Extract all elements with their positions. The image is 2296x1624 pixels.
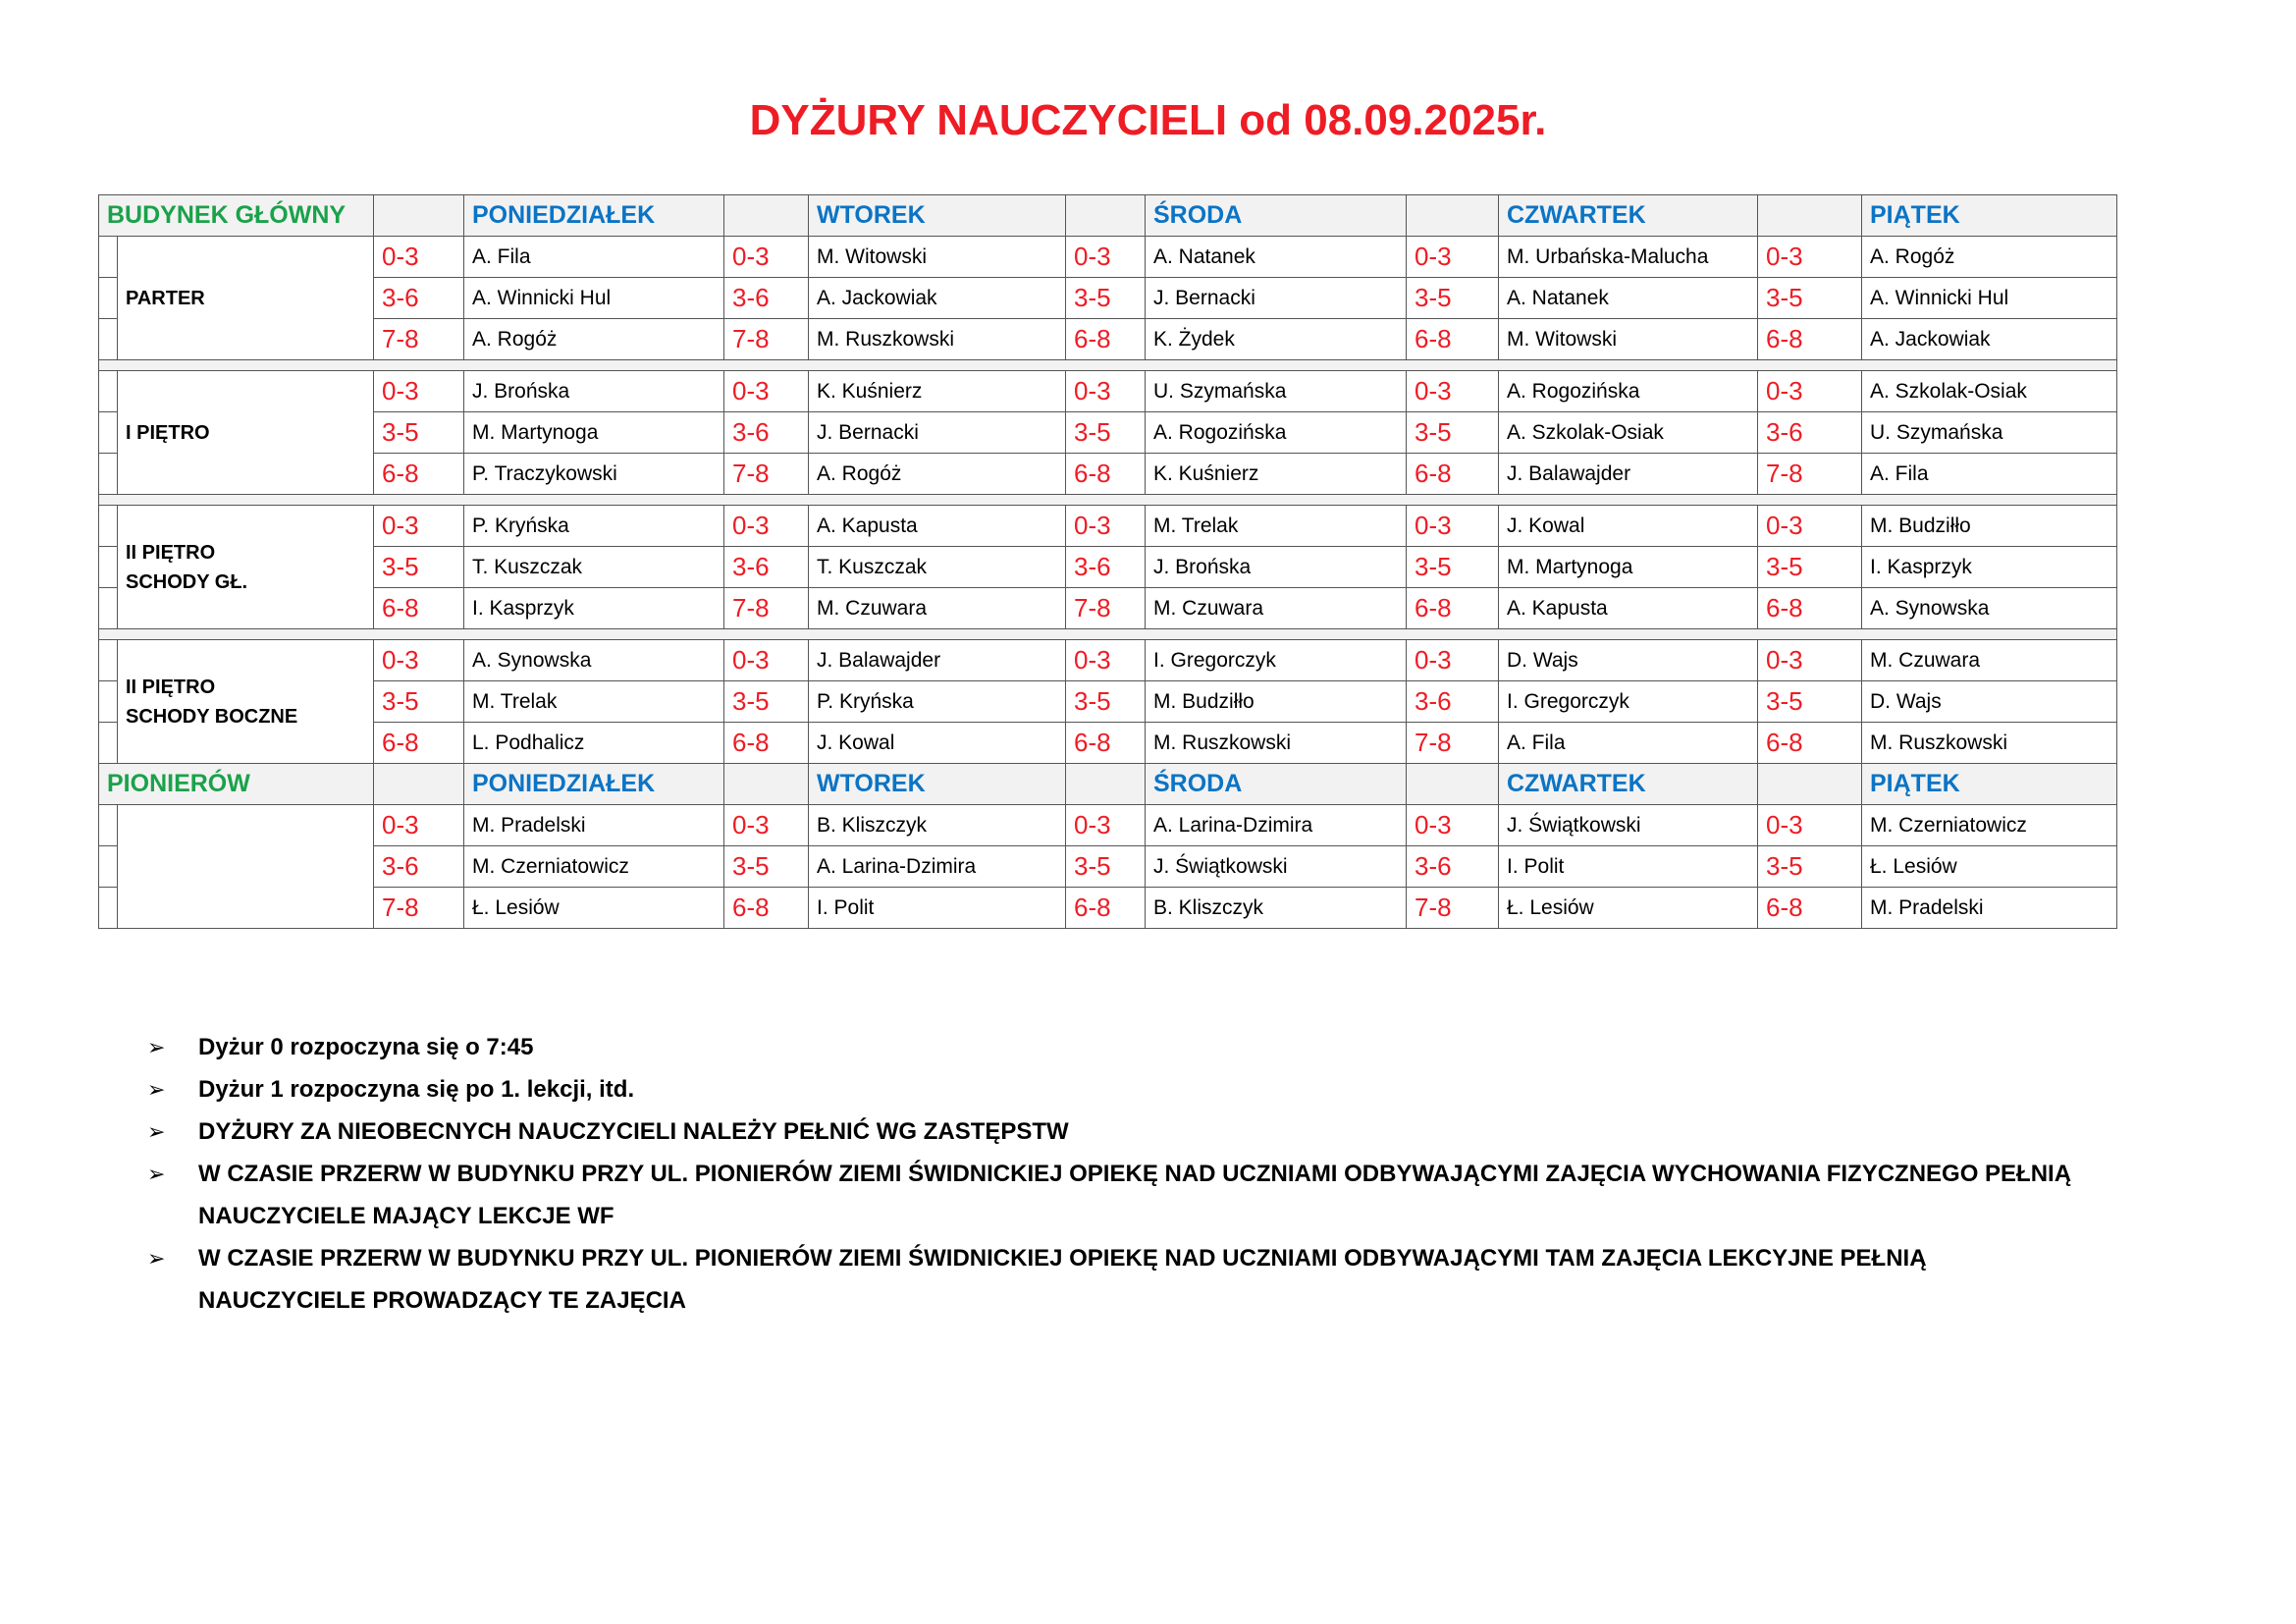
day-spacer-cell	[1407, 195, 1499, 237]
teacher-name: M. Martynoga	[1499, 547, 1758, 588]
day-header: ŚRODA	[1146, 764, 1407, 805]
duty-slot: 0-3	[1758, 805, 1862, 846]
duty-slot: 0-3	[1066, 237, 1146, 278]
teacher-name: P. Kryńska	[809, 681, 1066, 723]
row-marker-cell	[99, 846, 118, 888]
teacher-name: M. Ruszkowski	[809, 319, 1066, 360]
duty-slot: 3-6	[1758, 412, 1862, 454]
teacher-name: M. Czerniatowicz	[1862, 805, 2117, 846]
teacher-name: B. Kliszczyk	[1146, 888, 1407, 929]
day-spacer-cell	[1758, 195, 1862, 237]
teacher-name: K. Kuśnierz	[1146, 454, 1407, 495]
separator-cell	[99, 360, 2117, 371]
section-label: II PIĘTRO SCHODY GŁ.	[118, 506, 374, 629]
teacher-name: A. Fila	[1499, 723, 1758, 764]
teacher-name: J. Kowal	[809, 723, 1066, 764]
teacher-name: L. Podhalicz	[464, 723, 724, 764]
teacher-name: M. Czuwara	[1146, 588, 1407, 629]
note-item: ➢ Dyżur 1 rozpoczyna się po 1. lekcji, itd.	[147, 1068, 2228, 1110]
duty-slot: 3-5	[1066, 278, 1146, 319]
duty-slot: 0-3	[1758, 371, 1862, 412]
teacher-name: U. Szymańska	[1862, 412, 2117, 454]
duty-slot: 0-3	[724, 640, 809, 681]
duty-slot: 3-5	[1758, 681, 1862, 723]
row-marker-cell	[99, 888, 118, 929]
duty-slot: 6-8	[724, 888, 809, 929]
duty-slot: 6-8	[1066, 454, 1146, 495]
building-name: PIONIERÓW	[99, 764, 374, 805]
row-marker-cell	[99, 319, 118, 360]
row-marker-cell	[99, 278, 118, 319]
teacher-name: B. Kliszczyk	[809, 805, 1066, 846]
day-header: CZWARTEK	[1499, 764, 1758, 805]
note-item: ➢ DYŻURY ZA NIEOBECNYCH NAUCZYCIELI NALEŻY PEŁNIĆ WG ZASTĘPSTW	[147, 1110, 2228, 1153]
day-header: PONIEDZIAŁEK	[464, 764, 724, 805]
teacher-name: M. Witowski	[1499, 319, 1758, 360]
teacher-name: A. Szkolak-Osiak	[1499, 412, 1758, 454]
duty-schedule-table	[98, 194, 2117, 929]
teacher-name: A. Larina-Dzimira	[1146, 805, 1407, 846]
table-row	[99, 547, 2117, 588]
table-row	[99, 319, 2117, 360]
duty-slot: 0-3	[374, 805, 464, 846]
row-marker-cell	[99, 588, 118, 629]
teacher-name: I. Polit	[809, 888, 1066, 929]
teacher-name: A. Fila	[464, 237, 724, 278]
duty-slot: 3-5	[1758, 547, 1862, 588]
teacher-name: Ł. Lesiów	[464, 888, 724, 929]
schedule-body	[99, 195, 2117, 929]
teacher-name: I. Gregorczyk	[1499, 681, 1758, 723]
day-spacer-cell	[1758, 764, 1862, 805]
day-header: PONIEDZIAŁEK	[464, 195, 724, 237]
duty-slot: 0-3	[1407, 506, 1499, 547]
section-separator	[99, 629, 2117, 640]
building-name: BUDYNEK GŁÓWNY	[99, 195, 374, 237]
duty-slot: 3-5	[1758, 846, 1862, 888]
teacher-name: K. Żydek	[1146, 319, 1407, 360]
duty-slot: 0-3	[374, 237, 464, 278]
table-row	[99, 846, 2117, 888]
teacher-name: A. Kapusta	[1499, 588, 1758, 629]
row-marker-cell	[99, 237, 118, 278]
duty-slot: 3-5	[724, 681, 809, 723]
note-item: ➢ Dyżur 0 rozpoczyna się o 7:45	[147, 1026, 2228, 1068]
duty-slot: 0-3	[374, 506, 464, 547]
table-row	[99, 278, 2117, 319]
duty-slot: 7-8	[1407, 723, 1499, 764]
note-item: ➢ W CZASIE PRZERW W BUDYNKU PRZY UL. PIONIERÓW ZIEMI ŚWIDNICKIEJ OPIEKĘ NAD UCZNIAMI ODBYWAJĄCYMI ZAJĘCIA WYCHOWANIA FIZYCZNEGO PEŁNIĄ NAUCZYCIELE MAJĄCY LEKCJE WF	[147, 1153, 2228, 1237]
day-header: ŚRODA	[1146, 195, 1407, 237]
duty-slot: 3-6	[1407, 846, 1499, 888]
duty-slot: 6-8	[1066, 888, 1146, 929]
duty-slot: 0-3	[1407, 237, 1499, 278]
row-marker-cell	[99, 547, 118, 588]
teacher-name: A. Rogozińska	[1146, 412, 1407, 454]
table-row	[99, 805, 2117, 846]
row-marker-cell	[99, 805, 118, 846]
duty-slot: 0-3	[1407, 371, 1499, 412]
duty-slot: 0-3	[724, 506, 809, 547]
duty-slot: 3-6	[374, 846, 464, 888]
teacher-name: D. Wajs	[1862, 681, 2117, 723]
duty-slot: 6-8	[1758, 588, 1862, 629]
table-row	[99, 412, 2117, 454]
teacher-name: M. Pradelski	[1862, 888, 2117, 929]
duty-slot: 0-3	[1066, 506, 1146, 547]
teacher-name: M. Budziłło	[1146, 681, 1407, 723]
day-spacer-cell	[724, 764, 809, 805]
duty-slot: 7-8	[374, 888, 464, 929]
arrow-bullet-icon: ➢	[147, 1162, 166, 1186]
duty-slot: 3-6	[374, 278, 464, 319]
teacher-name: M. Ruszkowski	[1146, 723, 1407, 764]
duty-slot: 6-8	[1758, 723, 1862, 764]
table-row	[99, 454, 2117, 495]
teacher-name: A. Winnicki Hul	[1862, 278, 2117, 319]
duty-slot: 3-6	[724, 412, 809, 454]
table-row	[99, 506, 2117, 547]
teacher-name: A. Szkolak-Osiak	[1862, 371, 2117, 412]
duty-slot: 7-8	[1758, 454, 1862, 495]
day-header: PIĄTEK	[1862, 764, 2117, 805]
duty-slot: 6-8	[1407, 319, 1499, 360]
section-separator	[99, 495, 2117, 506]
duty-slot: 6-8	[724, 723, 809, 764]
duty-slot: 3-6	[724, 547, 809, 588]
duty-slot: 0-3	[1758, 506, 1862, 547]
teacher-name: A. Winnicki Hul	[464, 278, 724, 319]
teacher-name: M. Budziłło	[1862, 506, 2117, 547]
duty-slot: 0-3	[1758, 640, 1862, 681]
teacher-name: I. Kasprzyk	[464, 588, 724, 629]
duty-slot: 0-3	[374, 371, 464, 412]
teacher-name: A. Rogóż	[809, 454, 1066, 495]
teacher-name: A. Jackowiak	[1862, 319, 2117, 360]
duty-slot: 3-5	[1066, 412, 1146, 454]
teacher-name: T. Kuszczak	[809, 547, 1066, 588]
teacher-name: J. Brońska	[1146, 547, 1407, 588]
duty-slot: 7-8	[724, 319, 809, 360]
teacher-name: A. Natanek	[1146, 237, 1407, 278]
duty-slot: 0-3	[1066, 805, 1146, 846]
duty-slot: 6-8	[1066, 319, 1146, 360]
teacher-name: P. Kryńska	[464, 506, 724, 547]
duty-slot: 6-8	[1758, 319, 1862, 360]
section-label: PARTER	[118, 237, 374, 360]
row-marker-cell	[99, 454, 118, 495]
day-header: PIĄTEK	[1862, 195, 2117, 237]
duty-slot: 3-5	[724, 846, 809, 888]
teacher-name: T. Kuszczak	[464, 547, 724, 588]
teacher-name: A. Rogozińska	[1499, 371, 1758, 412]
teacher-name: J. Brońska	[464, 371, 724, 412]
teacher-name: J. Świątkowski	[1146, 846, 1407, 888]
teacher-name: M. Czuwara	[809, 588, 1066, 629]
duty-slot: 0-3	[374, 640, 464, 681]
teacher-name: I. Polit	[1499, 846, 1758, 888]
duty-slot: 0-3	[1066, 640, 1146, 681]
duty-slot: 0-3	[1407, 805, 1499, 846]
teacher-name: J. Balawajder	[809, 640, 1066, 681]
teacher-name: J. Bernacki	[1146, 278, 1407, 319]
section-label	[118, 805, 374, 929]
duty-slot: 7-8	[724, 454, 809, 495]
table-row	[99, 371, 2117, 412]
row-marker-cell	[99, 640, 118, 681]
duty-slot: 7-8	[1407, 888, 1499, 929]
day-spacer-cell	[374, 764, 464, 805]
arrow-bullet-icon: ➢	[147, 1119, 166, 1144]
teacher-name: A. Kapusta	[809, 506, 1066, 547]
arrow-bullet-icon: ➢	[147, 1035, 166, 1059]
duty-slot: 0-3	[1407, 640, 1499, 681]
duty-slot: 3-5	[374, 412, 464, 454]
duty-slot: 3-5	[1758, 278, 1862, 319]
table-row	[99, 888, 2117, 929]
arrow-bullet-icon: ➢	[147, 1246, 166, 1271]
teacher-name: M. Ruszkowski	[1862, 723, 2117, 764]
notes-list	[147, 1026, 2228, 1322]
duty-slot: 0-3	[724, 805, 809, 846]
duty-slot: 6-8	[374, 588, 464, 629]
table-row	[99, 640, 2117, 681]
separator-cell	[99, 629, 2117, 640]
note-item: ➢ W CZASIE PRZERW W BUDYNKU PRZY UL. PIONIERÓW ZIEMI ŚWIDNICKIEJ OPIEKĘ NAD UCZNIAMI ODBYWAJĄCYMI TAM ZAJĘCIA LEKCYJNE PEŁNIĄ NAUCZYCIELE PROWADZĄCY TE ZAJĘCIA	[147, 1237, 2228, 1322]
teacher-name: M. Martynoga	[464, 412, 724, 454]
duty-slot: 6-8	[1407, 454, 1499, 495]
teacher-name: J. Balawajder	[1499, 454, 1758, 495]
day-spacer-cell	[1066, 764, 1146, 805]
teacher-name: A. Rogóż	[464, 319, 724, 360]
duty-slot: 3-5	[1066, 681, 1146, 723]
section-label: II PIĘTRO SCHODY BOCZNE	[118, 640, 374, 764]
day-header: CZWARTEK	[1499, 195, 1758, 237]
separator-cell	[99, 495, 2117, 506]
table-row	[99, 237, 2117, 278]
duty-slot: 3-5	[1066, 846, 1146, 888]
duty-slot: 6-8	[1066, 723, 1146, 764]
day-spacer-cell	[1066, 195, 1146, 237]
section-label: I PIĘTRO	[118, 371, 374, 495]
teacher-name: P. Traczykowski	[464, 454, 724, 495]
teacher-name: Ł. Lesiów	[1499, 888, 1758, 929]
teacher-name: J. Bernacki	[809, 412, 1066, 454]
teacher-name: J. Kowal	[1499, 506, 1758, 547]
teacher-name: A. Natanek	[1499, 278, 1758, 319]
page-title: DYŻURY NAUCZYCIELI od 08.09.2025r.	[749, 96, 1547, 144]
teacher-name: J. Świątkowski	[1499, 805, 1758, 846]
row-marker-cell	[99, 371, 118, 412]
teacher-name: M. Pradelski	[464, 805, 724, 846]
teacher-name: A. Synowska	[1862, 588, 2117, 629]
section-separator	[99, 360, 2117, 371]
teacher-name: A. Jackowiak	[809, 278, 1066, 319]
duty-slot: 3-5	[374, 681, 464, 723]
teacher-name: M. Trelak	[464, 681, 724, 723]
teacher-name: A. Fila	[1862, 454, 2117, 495]
duty-slot: 3-5	[1407, 547, 1499, 588]
duty-slot: 0-3	[724, 237, 809, 278]
duty-slot: 3-5	[1407, 412, 1499, 454]
table-row	[99, 681, 2117, 723]
building-header-row	[99, 195, 2117, 237]
duty-slot: 0-3	[1066, 371, 1146, 412]
row-marker-cell	[99, 506, 118, 547]
duty-slot: 6-8	[1758, 888, 1862, 929]
teacher-name: A. Synowska	[464, 640, 724, 681]
day-spacer-cell	[1407, 764, 1499, 805]
teacher-name: A. Rogóż	[1862, 237, 2117, 278]
table-row	[99, 723, 2117, 764]
table-row	[99, 588, 2117, 629]
teacher-name: A. Larina-Dzimira	[809, 846, 1066, 888]
row-marker-cell	[99, 681, 118, 723]
duty-slot: 0-3	[1758, 237, 1862, 278]
day-spacer-cell	[374, 195, 464, 237]
duty-slot: 6-8	[374, 454, 464, 495]
duty-slot: 7-8	[1066, 588, 1146, 629]
teacher-name: I. Kasprzyk	[1862, 547, 2117, 588]
teacher-name: M. Witowski	[809, 237, 1066, 278]
duty-slot: 3-5	[1407, 278, 1499, 319]
duty-slot: 7-8	[374, 319, 464, 360]
teacher-name: U. Szymańska	[1146, 371, 1407, 412]
teacher-name: M. Urbańska-Malucha	[1499, 237, 1758, 278]
day-header: WTOREK	[809, 195, 1066, 237]
duty-slot: 6-8	[1407, 588, 1499, 629]
duty-slot: 0-3	[724, 371, 809, 412]
day-spacer-cell	[724, 195, 809, 237]
teacher-name: M. Trelak	[1146, 506, 1407, 547]
duty-slot: 3-6	[724, 278, 809, 319]
day-header: WTOREK	[809, 764, 1066, 805]
row-marker-cell	[99, 723, 118, 764]
duty-slot: 6-8	[374, 723, 464, 764]
teacher-name: Ł. Lesiów	[1862, 846, 2117, 888]
duty-slot: 7-8	[724, 588, 809, 629]
teacher-name: D. Wajs	[1499, 640, 1758, 681]
building-header-row	[99, 764, 2117, 805]
arrow-bullet-icon: ➢	[147, 1077, 166, 1102]
teacher-name: K. Kuśnierz	[809, 371, 1066, 412]
teacher-name: I. Gregorczyk	[1146, 640, 1407, 681]
duty-slot: 3-6	[1407, 681, 1499, 723]
teacher-name: M. Czerniatowicz	[464, 846, 724, 888]
teacher-name: M. Czuwara	[1862, 640, 2117, 681]
duty-slot: 3-5	[374, 547, 464, 588]
row-marker-cell	[99, 412, 118, 454]
duty-slot: 3-6	[1066, 547, 1146, 588]
